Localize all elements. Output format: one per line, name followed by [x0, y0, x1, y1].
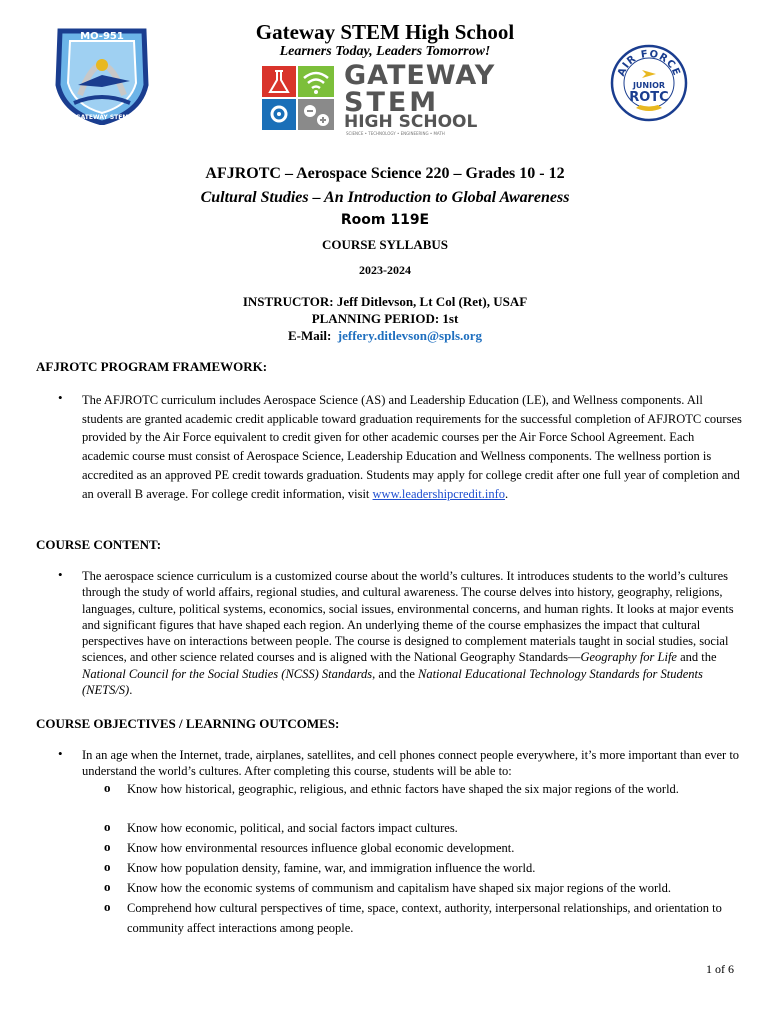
- framework-heading: AFJROTC PROGRAM FRAMEWORK:: [36, 359, 268, 374]
- course-title: AFJROTC – Aerospace Science 220 – Grades 10 - 12: [205, 165, 565, 182]
- sub-bullet-icon: o: [104, 859, 111, 874]
- email-address[interactable]: jeffery.ditlevson@spls.org: [337, 328, 483, 343]
- course-subtitle: Cultural Studies – An Introduction to Global Awareness: [200, 189, 570, 206]
- objective-item: Know how economic, political, and social factors impact cultures.: [127, 821, 458, 835]
- objectives-heading: COURSE OBJECTIVES / LEARNING OUTCOMES:: [36, 716, 340, 731]
- leadership-credit-link[interactable]: www.leadershipcredit.info: [372, 486, 506, 501]
- school-name: Gateway STEM High School: [255, 20, 515, 44]
- room-number: Room 119E: [340, 212, 430, 228]
- school-motto: Learners Today, Leaders Tomorrow!: [279, 44, 491, 59]
- framework-paragraph: [82, 391, 742, 503]
- gear-icon: [262, 99, 296, 130]
- content-paragraph: [82, 568, 742, 698]
- wifi-icon: [298, 66, 334, 97]
- patch-top-text: MO-951: [80, 31, 124, 42]
- logo-word-gateway: GATEWAY: [344, 60, 496, 91]
- school-year: 2023-2024: [359, 263, 411, 277]
- bullet-icon: •: [58, 567, 63, 582]
- logo-tagline: SCIENCE • TECHNOLOGY • ENGINEERING • MATH: [346, 131, 445, 136]
- page-number: 1 of 6: [706, 962, 734, 976]
- logo-arc-text: AIR FORCE: [616, 48, 682, 78]
- bullet-icon: •: [58, 390, 63, 405]
- objective-item: Know how the economic systems of communism and capitalism have shaped six major regions of the world.: [127, 881, 671, 895]
- patch-bottom-text: GATEWAY STEM: [75, 114, 129, 121]
- framework-text: The AFJROTC curriculum includes Aerospace Science (AS) and Leadership Education (LE), and Wellness components. All students are granted academic credit applicable toward graduation requirements for the successful completion of AFJROTC courses provided by the Air Force equivalent to credit given for other academic courses per the Air Force School Agreement. Each academic course must consist of Aerospace Science, Leadership Education and Wellness components. The wellness portion is accredited as an approved PE credit towards graduation. Students may apply for college credit after one full year of completion and an overall B average. For college credit information, visit: [82, 393, 742, 501]
- objective-item: Know how environmental resources influence global economic development.: [127, 841, 515, 855]
- logo-word-stem: STEM: [344, 87, 440, 118]
- content-italic-geography: Geography for Life: [580, 650, 677, 665]
- gateway-stem-logo: [262, 60, 512, 138]
- email-label: E-Mail:: [287, 328, 332, 343]
- sub-bullet-icon: o: [104, 879, 111, 894]
- sub-bullet-icon: o: [104, 839, 111, 854]
- logo-icon-grid: [262, 66, 334, 132]
- content-and-2: , and the: [372, 666, 418, 681]
- content-and-1: and the: [676, 650, 717, 665]
- content-end: .: [129, 683, 133, 698]
- content-italic-nets: National Educational Technology Standards for Students (NETS/S): [82, 666, 703, 698]
- bullet-icon: •: [58, 746, 63, 761]
- logo-junior-text: JUNIOR: [632, 81, 666, 90]
- content-heading: COURSE CONTENT:: [36, 537, 162, 552]
- sub-bullet-icon: o: [104, 780, 111, 795]
- instructor-block: [0, 293, 770, 344]
- objective-item: Comprehend how cultural perspectives of time, space, context, authority, interpersonal relationships, and orientation to community affect interactions among people.: [127, 901, 722, 935]
- objective-item: Know how historical, geographic, religious, and ethnic factors have shaped the six major regions of the world.: [127, 782, 679, 796]
- content-text: The aerospace science curriculum is a customized course about the world’s cultures. It introduces students to the world’s cultures through the study of world affairs, regional studies, and cultural awareness. The course delves into history, geography, religions, languages, culture, political systems, economics, social issues, environmental concerns, and human rights. It looks at major events and significant figures that have shaped each region. An underlying theme of the course emphasizes the impact that cultural perspectives have on interactions between people. The course is designed to complement materials taught in social studies, social sciences, and other science related courses and is aligned with the National Geography Standards—: [82, 569, 734, 665]
- flask-icon: [262, 66, 296, 97]
- document-type: COURSE SYLLABUS: [321, 237, 449, 252]
- instructor-line: INSTRUCTOR: Jeff Ditlevson, Lt Col (Ret), USAF: [242, 294, 528, 309]
- planning-period: PLANNING PERIOD: 1st: [311, 311, 459, 326]
- email-line: [0, 327, 770, 344]
- logo-rotc-text: ROTC: [629, 90, 669, 105]
- content-italic-ncss: National Council for the Social Studies (NCSS) Standards: [82, 666, 373, 681]
- framework-text-end: .: [505, 486, 509, 501]
- sub-bullet-icon: o: [104, 819, 111, 834]
- logo-word-high-school: HIGH SCHOOL: [344, 112, 478, 132]
- math-operators-icon: [298, 99, 334, 130]
- af-jrotc-logo: [610, 44, 688, 122]
- objectives-intro: In an age when the Internet, trade, airplanes, satellites, and cell phones connect people everywhere, it’s more important than ever to understand the world’s cultures. After completing this course, students will be able to:: [82, 748, 740, 779]
- sub-bullet-icon: o: [104, 899, 111, 914]
- objective-item: Know how population density, famine, war, and immigration influence the world.: [127, 861, 536, 875]
